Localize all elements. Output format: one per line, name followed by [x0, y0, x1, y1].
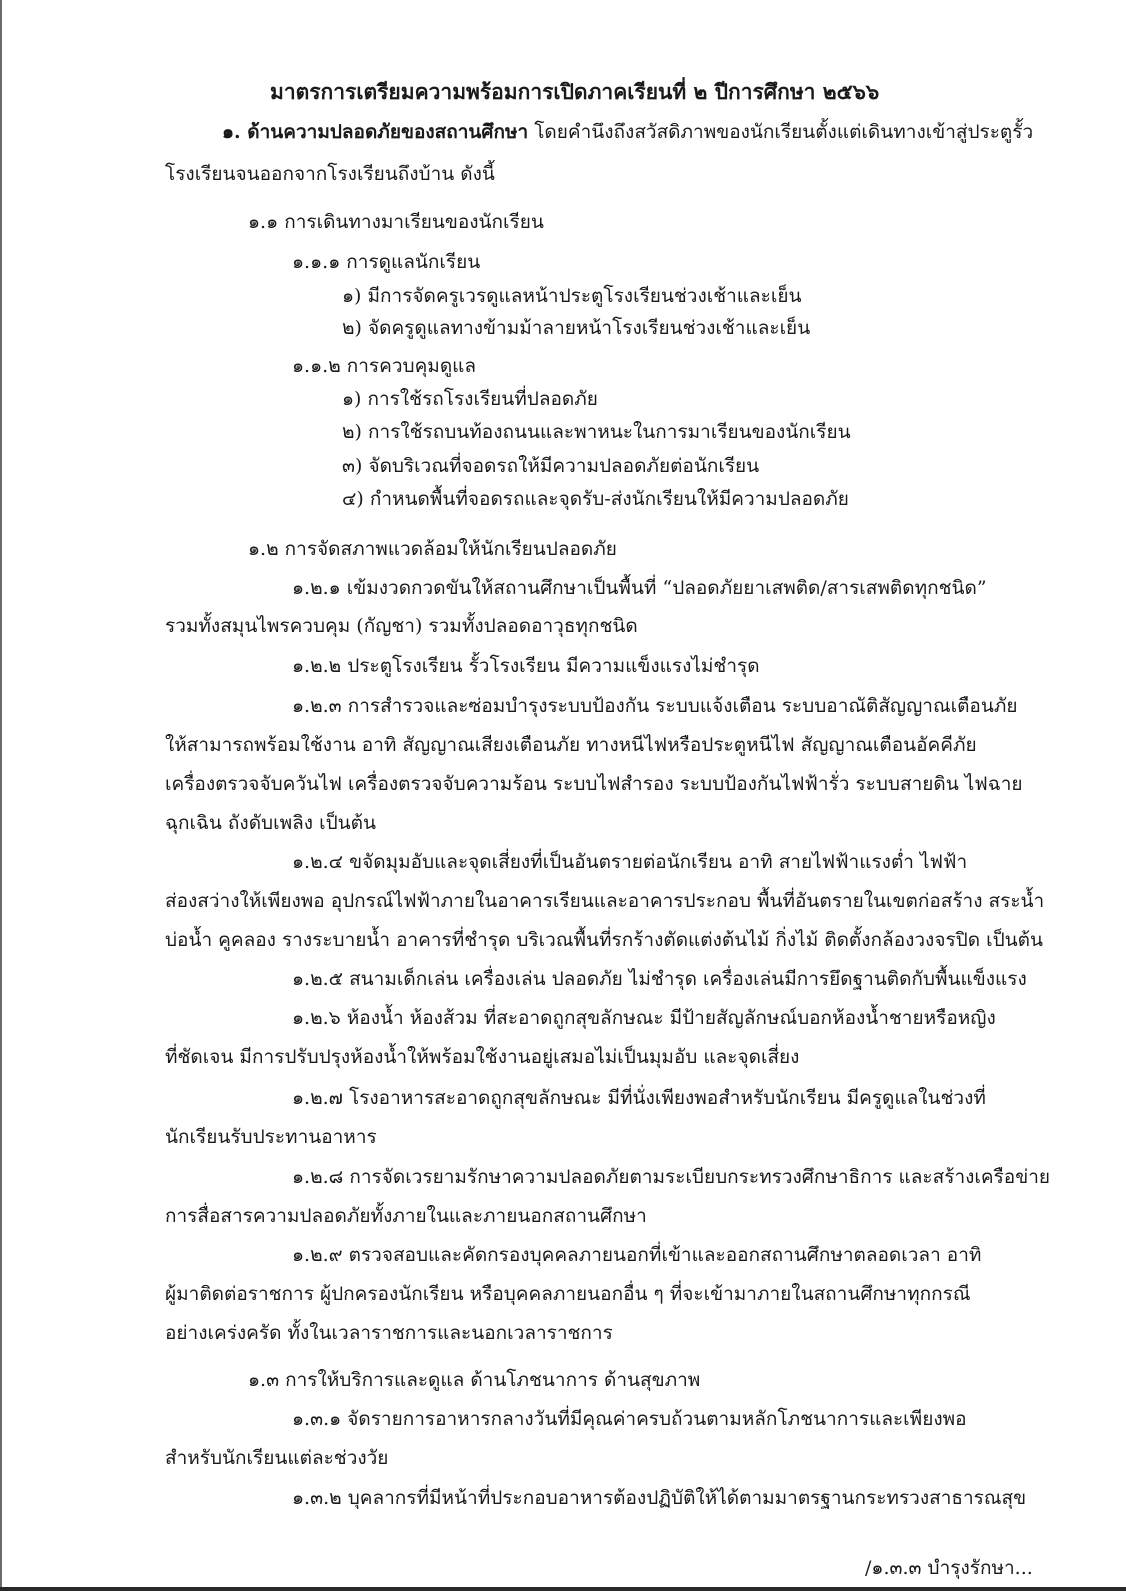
paragraph-line: สำหรับนักเรียนแต่ละช่วงวัย [165, 1447, 389, 1469]
paragraph-line: ๑.๒.๔ ขจัดมุมอับและจุดเสี่ยงที่เป็นอันตรายต่อนักเรียน อาทิ สายไฟฟ้าแรงต่ำ ไฟฟ้า [292, 851, 968, 873]
section-1-intro-line-2: โรงเรียนจนออกจากโรงเรียนถึงบ้าน ดังนี้ [165, 163, 495, 185]
paragraph-line: ๑.๒.๓ การสำรวจและซ่อมบำรุงระบบป้องกัน ระบบแจ้งเตือน ระบบอาณัติสัญญาณเตือนภัย [292, 695, 1018, 717]
paragraph-line: ๑.๒.๖ ห้องน้ำ ห้องส้วม ที่สะอาดถูกสุขลักษณะ มีป้ายสัญลักษณ์บอกห้องน้ำชายหรือหญิง [292, 1007, 996, 1029]
paragraph-line: ที่ชัดเจน มีการปรับปรุงห้องน้ำให้พร้อมใช้งานอยู่เสมอไม่เป็นมุมอับ และจุดเสี่ยง [165, 1046, 800, 1068]
section-1-1-2-heading: ๑.๑.๒ การควบคุมดูแล [292, 355, 477, 377]
paragraph-line: ๑.๒.๘ การจัดเวรยามรักษาความปลอดภัยตามระเบียบกระทรวงศึกษาธิการ และสร้างเครือข่าย [292, 1166, 1050, 1188]
paragraph-line: ๑.๒.๕ สนามเด็กเล่น เครื่องเล่น ปลอดภัย ไม่ชำรุด เครื่องเล่นมีการยึดฐานติดกับพื้นแข็งแรง [292, 968, 1027, 990]
section-1-1-heading: ๑.๑ การเดินทางมาเรียนของนักเรียน [248, 211, 544, 233]
section-1-1-1-heading: ๑.๑.๑ การดูแลนักเรียน [292, 251, 481, 273]
continuation-note: /๑.๓.๓ บำรุงรักษา... [865, 1557, 1033, 1579]
paragraph-line: ๑.๒.๑ เข้มงวดกวดขันให้สถานศึกษาเป็นพื้นที่ “ปลอดภัยยาเสพติด/สารเสพติดทุกชนิด” [292, 577, 987, 599]
document-title: มาตรการเตรียมความพร้อมการเปิดภาคเรียนที่ ๒ ปีการศึกษา ๒๕๖๖ [270, 79, 880, 104]
scan-bottom-edge [0, 1587, 1126, 1591]
list-item: ๒) จัดครูดูแลทางข้ามม้าลายหน้าโรงเรียนช่วงเช้าและเย็น [342, 317, 811, 339]
section-1-intro-text: โดยคำนึงถึงสวัสดิภาพของนักเรียนตั้งแต่เดินทางเข้าสู่ประตูรั้ว [528, 121, 1034, 143]
paragraph-line: ๑.๓.๒ บุคลากรที่มีหน้าที่ประกอบอาหารต้องปฏิบัติให้ได้ตามมาตรฐานกระทรวงสาธารณสุข [292, 1487, 1027, 1509]
paragraph-line: ให้สามารถพร้อมใช้งาน อาทิ สัญญาณเสียงเตือนภัย ทางหนีไฟหรือประตูหนีไฟ สัญญาณเตือนอัคคีภัย [165, 734, 977, 756]
list-item: ๓) จัดบริเวณที่จอดรถให้มีความปลอดภัยต่อนักเรียน [342, 455, 760, 477]
paragraph-line: อย่างเคร่งครัด ทั้งในเวลาราชการและนอกเวลาราชการ [165, 1322, 613, 1344]
paragraph-line: เครื่องตรวจจับควันไฟ เครื่องตรวจจับความร้อน ระบบไฟสำรอง ระบบป้องกันไฟฟ้ารั่ว ระบบสายดิน ไฟฉาย [165, 773, 1023, 795]
list-item: ๔) กำหนดพื้นที่จอดรถและจุดรับ-ส่งนักเรียนให้มีความปลอดภัย [342, 488, 849, 510]
section-1-intro-line-1 [222, 120, 1033, 144]
paragraph-line: ผู้มาติดต่อราชการ ผู้ปกครองนักเรียน หรือบุคคลภายนอกอื่น ๆ ที่จะเข้ามาภายในสถานศึกษาทุกกรณี [165, 1283, 971, 1305]
paragraph-line: รวมทั้งสมุนไพรควบคุม (กัญชา) รวมทั้งปลอดอาวุธทุกชนิด [165, 615, 638, 637]
paragraph-line: ส่องสว่างให้เพียงพอ อุปกรณ์ไฟฟ้าภายในอาคารเรียนและอาคารประกอบ พื้นที่อันตรายในเขตก่อสร้าง สระน้ำ [165, 890, 1045, 912]
paragraph-line: ๑.๒.๒ ประตูโรงเรียน รั้วโรงเรียน มีความแข็งแรงไม่ชำรุด [292, 655, 760, 677]
section-1-3-heading: ๑.๓ การให้บริการและดูแล ด้านโภชนาการ ด้านสุขภาพ [248, 1369, 701, 1391]
paragraph-line: การสื่อสารความปลอดภัยทั้งภายในและภายนอกสถานศึกษา [165, 1205, 647, 1227]
section-1-heading: ๑. ด้านความปลอดภัยของสถานศึกษา [222, 121, 529, 143]
list-item: ๒) การใช้รถบนท้องถนนและพาหนะในการมาเรียนของนักเรียน [342, 421, 851, 443]
scan-left-edge [0, 0, 2, 1591]
list-item: ๑) มีการจัดครูเวรดูแลหน้าประตูโรงเรียนช่วงเช้าและเย็น [342, 285, 802, 307]
paragraph-line: ๑.๒.๙ ตรวจสอบและคัดกรองบุคคลภายนอกที่เข้าและออกสถานศึกษาตลอดเวลา อาทิ [292, 1244, 982, 1266]
section-1-2-heading: ๑.๒ การจัดสภาพแวดล้อมให้นักเรียนปลอดภัย [248, 538, 617, 560]
paragraph-line: นักเรียนรับประทานอาหาร [165, 1126, 377, 1148]
paragraph-line: บ่อน้ำ คูคลอง รางระบายน้ำ อาคารที่ชำรุด บริเวณพื้นที่รกร้างตัดแต่งต้นไม้ กิ่งไม้ ติดตั้งกล้องวงจรปิด เป็นต้น [165, 929, 1043, 951]
paragraph-line: ๑.๒.๗ โรงอาหารสะอาดถูกสุขลักษณะ มีที่นั่งเพียงพอสำหรับนักเรียน มีครูดูแลในช่วงที่ [292, 1087, 986, 1109]
paragraph-line: ๑.๓.๑ จัดรายการอาหารกลางวันที่มีคุณค่าครบถ้วนตามหลักโภชนาการและเพียงพอ [292, 1408, 967, 1430]
list-item: ๑) การใช้รถโรงเรียนที่ปลอดภัย [342, 388, 598, 410]
paragraph-line: ฉุกเฉิน ถังดับเพลิง เป็นต้น [165, 812, 376, 834]
